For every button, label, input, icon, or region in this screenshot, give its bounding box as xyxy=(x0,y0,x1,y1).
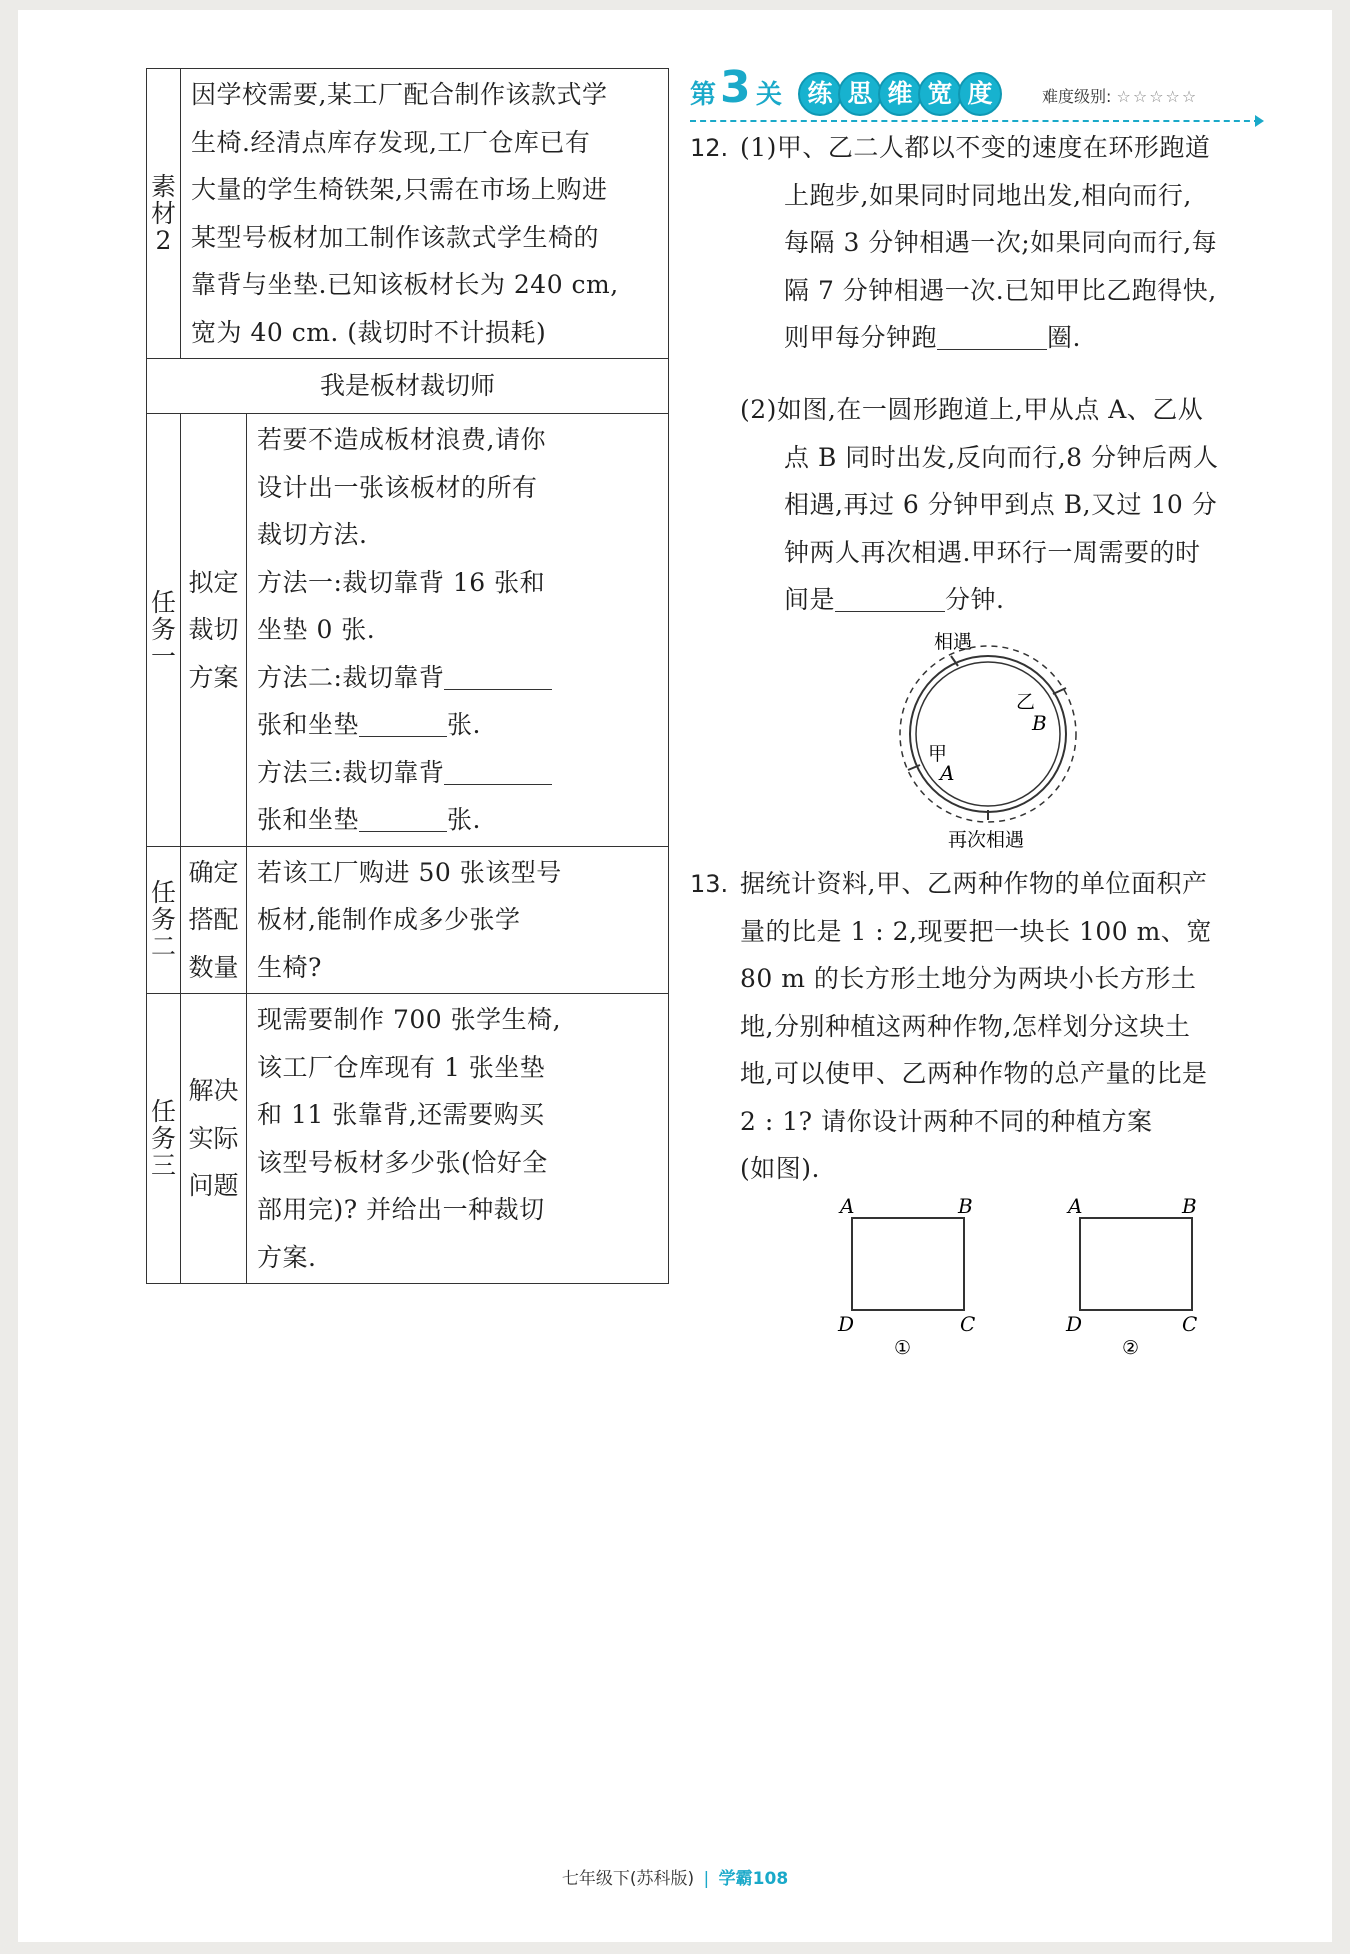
method3-line1: 方法三:裁切靠背 xyxy=(257,749,658,797)
meet-again-label: 再次相遇 xyxy=(948,829,1025,851)
figure-2-rectangle xyxy=(1080,1218,1192,1310)
problem-12-1-answer-blank[interactable] xyxy=(937,319,1047,350)
task-table xyxy=(146,68,669,1284)
title-bubble: 度 xyxy=(958,72,1002,116)
problem-12-part2: (2)如图,在一圆形跑道上,甲从点 A、乙从 点 B 同时出发,反向而行,8 分钟后两人 相遇,再过 6 分钟甲到点 B,又过 10 分 钟两人再次相遇.甲环行一周需要的时 间是 分钟. xyxy=(740,386,1219,624)
difficulty-stars-icon: ☆☆☆☆☆ xyxy=(1116,87,1199,106)
footer-separator: | xyxy=(703,1869,710,1889)
method3-line2: 张和坐垫 张. xyxy=(257,796,658,844)
method2-line2: 张和坐垫 张. xyxy=(257,701,658,749)
track-outer-dashed-circle xyxy=(900,646,1076,822)
point-a-label: A xyxy=(940,761,955,785)
figure-2-number: ② xyxy=(1122,1337,1140,1359)
figure-2-d: D xyxy=(1066,1312,1083,1336)
title-bubble: 练 xyxy=(798,72,842,116)
title-bubble: 维 xyxy=(878,72,922,116)
circular-track-diagram xyxy=(888,622,1088,852)
problem-13-text: 据统计资料,甲、乙两种作物的单位面积产 量的比是 1 : 2,现要把一块长 100 m、宽 80 m 的长方形土地分为两块小长方形土 地,分别种植这两种作物,怎样划分这块土 地,可以使甲、乙两种作物的总产量的比是 2 : 1? 请你设计两种不同的种植方案 (如图). xyxy=(740,869,1212,1183)
task3-label: 任 务 三 xyxy=(147,994,181,1284)
figure-1 xyxy=(837,1194,975,1359)
workbook-page xyxy=(18,10,1332,1942)
material2-text: 因学校需要,某工厂配合制作该款式学 生椅.经清点库存发现,工厂仓库已有 大量的学生椅铁架,只需在市场上购进 某型号板材加工制作该款式学生椅的 靠背与坐垫.已知该板材长为 240 cm, 宽为 40 cm. (裁切时不计损耗) xyxy=(181,69,669,359)
page-footer xyxy=(18,1864,1332,1889)
material2-label: 素 材 2 xyxy=(147,69,181,359)
figure-1-d: D xyxy=(838,1312,855,1336)
level-number: 3 xyxy=(720,62,751,113)
method2-backrest-blank[interactable] xyxy=(444,659,552,690)
heading-row xyxy=(147,359,669,414)
difficulty-rating: 难度级别: ☆☆☆☆☆ xyxy=(1042,87,1199,106)
level-header xyxy=(690,62,1250,120)
level-suffix: 关 xyxy=(756,80,783,110)
task3-sublabel: 解决 实际 问题 xyxy=(181,994,247,1284)
table-heading: 我是板材裁切师 xyxy=(147,359,669,414)
figure-1-number: ① xyxy=(894,1337,912,1359)
figure-2-a: A xyxy=(1068,1194,1083,1218)
footer-grade: 七年级下(苏科版) xyxy=(561,1869,695,1889)
level-prefix: 第 xyxy=(690,80,717,110)
method2-seat-blank[interactable] xyxy=(359,706,447,737)
title-bubble: 宽 xyxy=(918,72,962,116)
task2-text: 若该工厂购进 50 张该型号 板材,能制作成多少张学 生椅? xyxy=(247,846,669,994)
task2-row xyxy=(147,846,669,994)
problem-12-part2-answer-line: 间是 分钟. xyxy=(740,576,1219,624)
figure-2-b: B xyxy=(1182,1194,1197,1218)
task2-label: 任 务 二 xyxy=(147,846,181,994)
method2-line1: 方法二:裁切靠背 xyxy=(257,654,658,702)
section-title-bubbles xyxy=(798,72,998,116)
problem-12-part1-answer-line: 则甲每分钟跑 圈. xyxy=(740,314,1217,362)
header-dashed-divider xyxy=(690,120,1260,122)
problem-13-number: 13. xyxy=(690,870,729,898)
task2-sublabel: 确定 搭配 数量 xyxy=(181,846,247,994)
task3-row xyxy=(147,994,669,1284)
figure-2-c: C xyxy=(1182,1312,1198,1336)
jia-label: 甲 xyxy=(928,743,948,765)
page-number: 108 xyxy=(752,1869,789,1889)
task1-sublabel: 拟定 裁切 方案 xyxy=(181,414,247,847)
figure-1-a: A xyxy=(840,1194,855,1218)
yi-label: 乙 xyxy=(1016,691,1036,713)
figure-1-b: B xyxy=(958,1194,973,1218)
method3-backrest-blank[interactable] xyxy=(444,754,552,785)
task3-text: 现需要制作 700 张学生椅, 该工厂仓库现有 1 张坐垫 和 11 张靠背,还需要购买 该型号板材多少张(恰好全 部用完)? 并给出一种裁切 方案. xyxy=(247,994,669,1284)
task1-row xyxy=(147,414,669,847)
rectangle-figures xyxy=(818,1190,1198,1360)
material2-row xyxy=(147,69,669,359)
task1-label: 任 务 一 xyxy=(147,414,181,847)
method3-seat-blank[interactable] xyxy=(359,801,447,832)
problem-12-number: 12. xyxy=(690,134,729,162)
problem-12-2-answer-blank[interactable] xyxy=(835,581,945,612)
figure-1-rectangle xyxy=(852,1218,964,1310)
point-b-label: B xyxy=(1032,711,1047,735)
figure-2 xyxy=(1065,1194,1197,1359)
task1-text: 若要不造成板材浪费,请你 设计出一张该板材的所有 裁切方法. 方法一:裁切靠背 16 张和 坐垫 0 张. 方法二:裁切靠背 张和坐垫 张. 方法三:裁切靠背 张和坐垫 张. xyxy=(247,414,669,847)
title-bubble: 思 xyxy=(838,72,882,116)
figure-1-c: C xyxy=(960,1312,976,1336)
footer-brand: 学霸 xyxy=(718,1869,753,1889)
problem-12-part1: (1)甲、乙二人都以不变的速度在环形跑道 上跑步,如果同时同地出发,相向而行, 每隔 3 分钟相遇一次;如果同向而行,每 隔 7 分钟相遇一次.已知甲比乙跑得快, 则甲每分钟跑 圈. xyxy=(740,124,1217,362)
meet-label: 相遇 xyxy=(934,631,973,653)
